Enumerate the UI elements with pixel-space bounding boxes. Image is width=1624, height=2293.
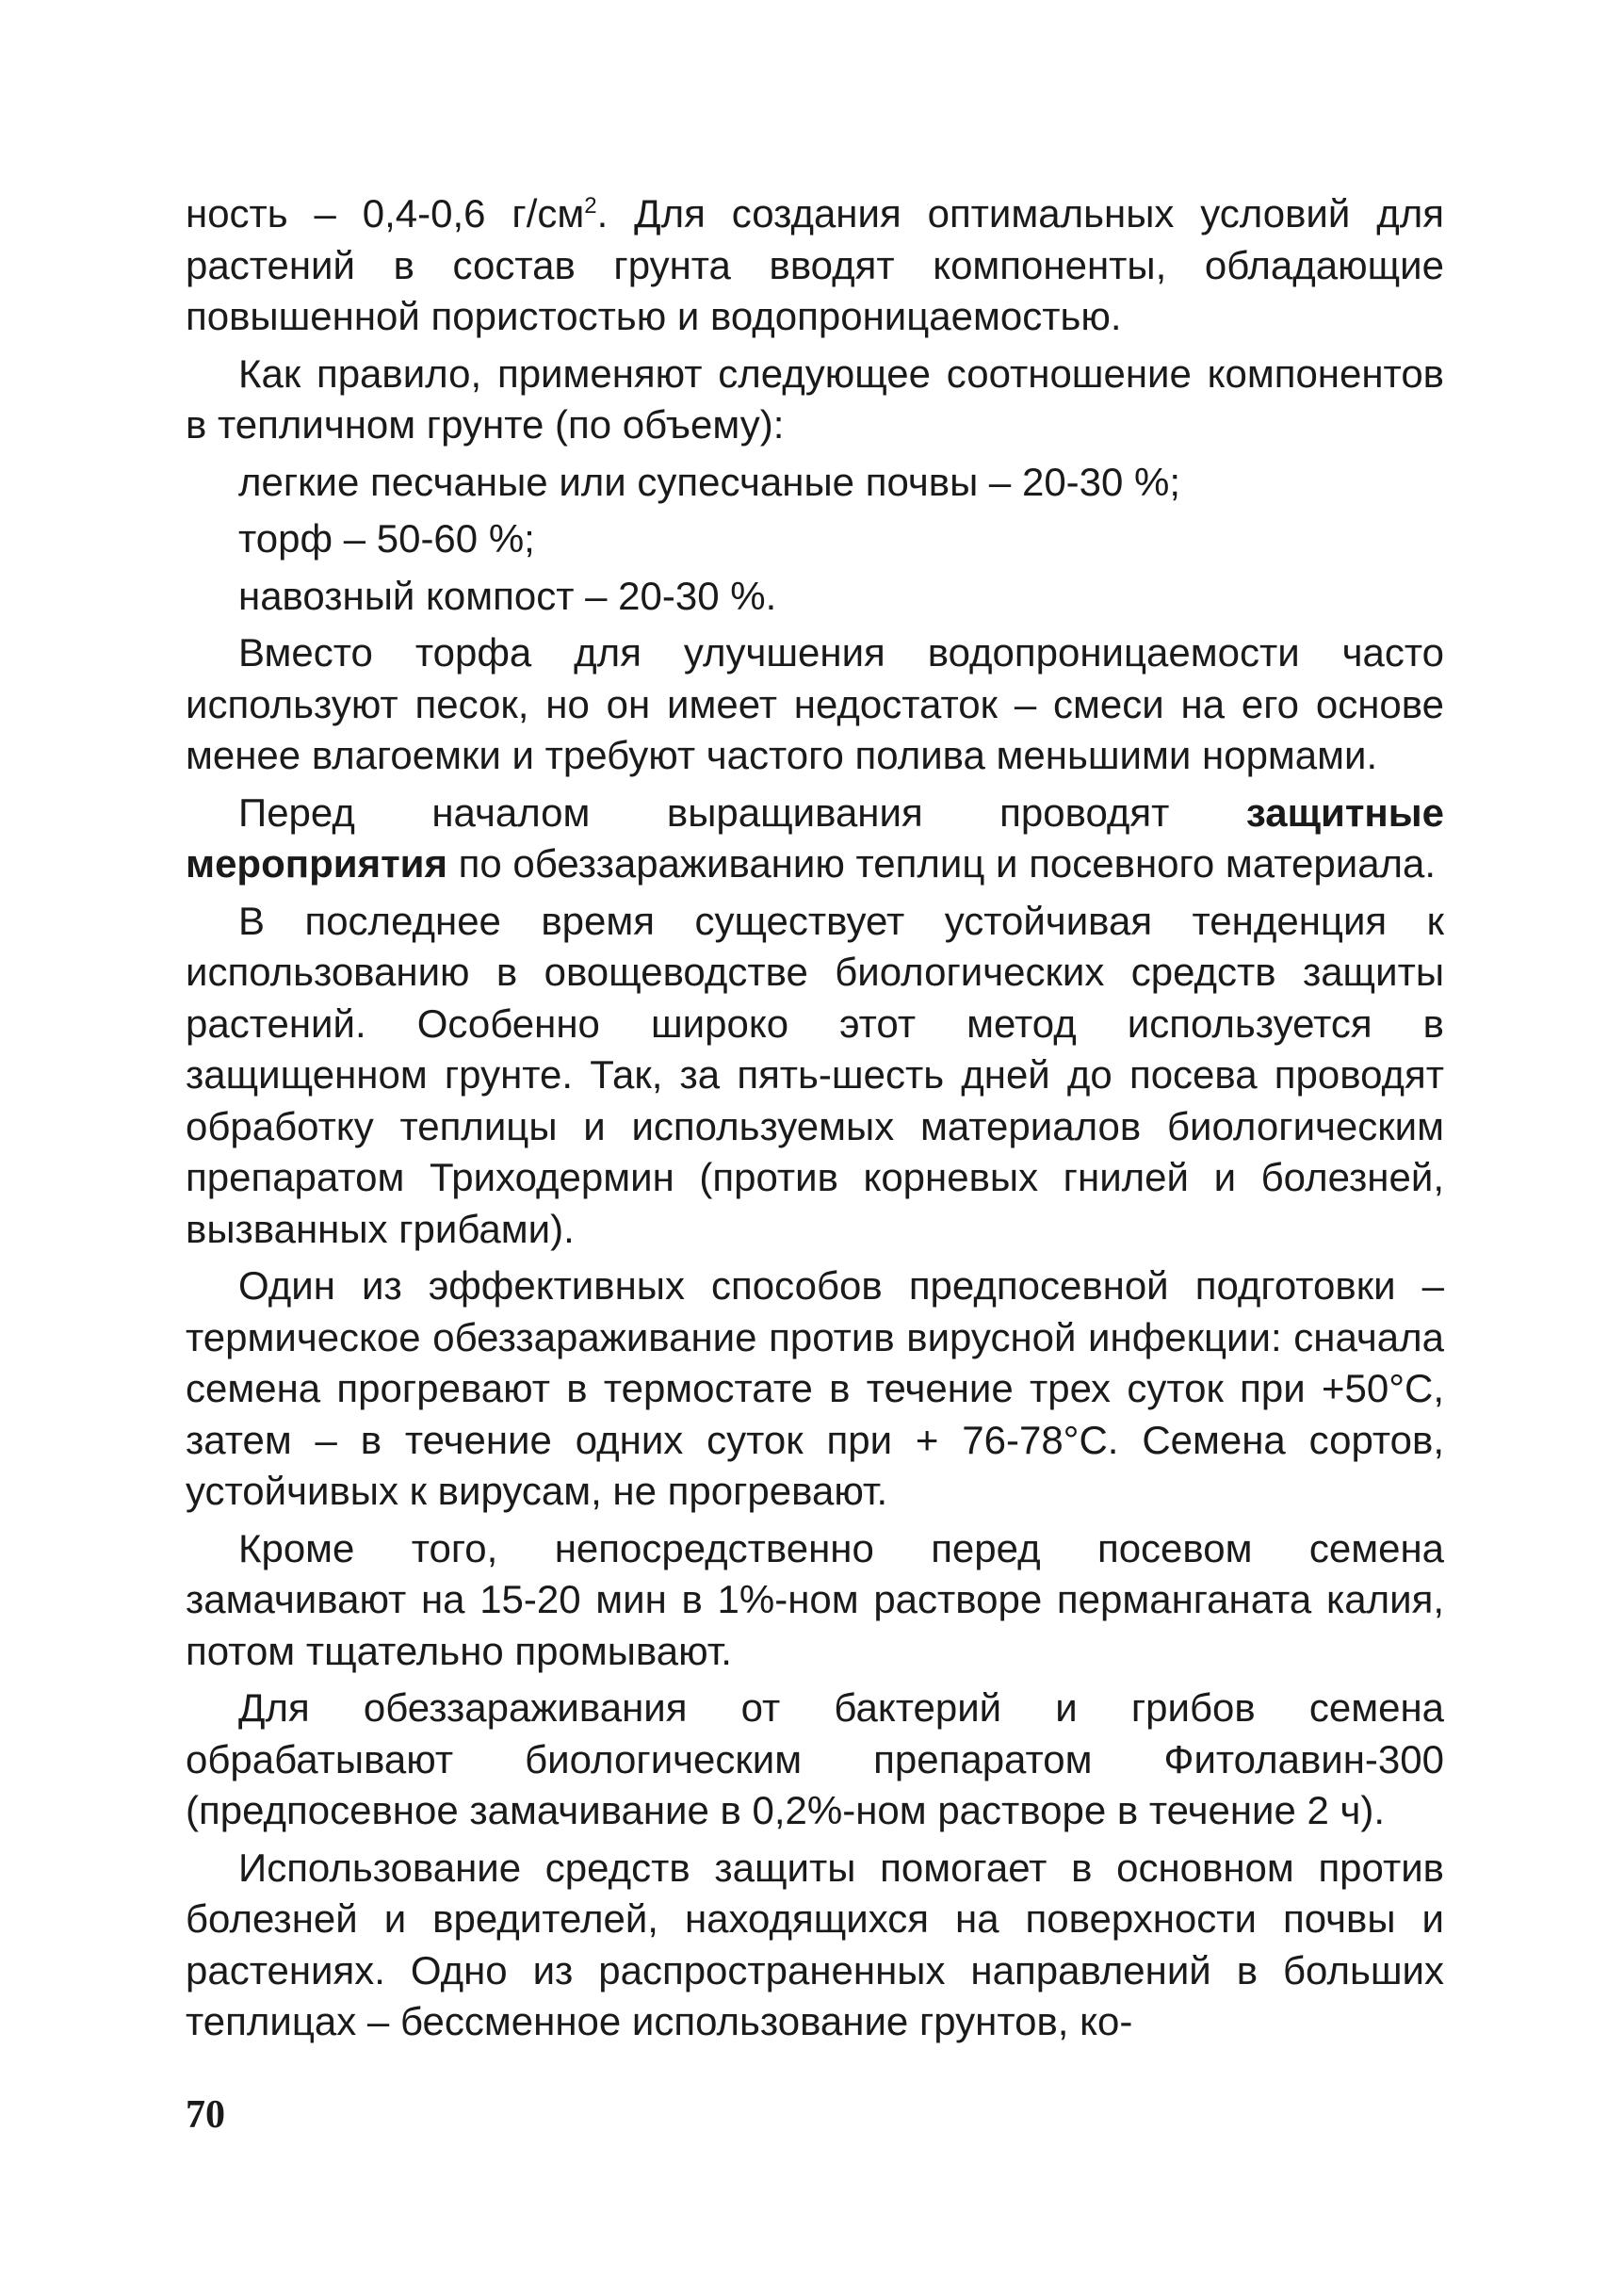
paragraph-protection-usage: Использование средств защиты помогает в основном против болезней и вредителей, находящихся на поверхности почвы и растениях. Одно из распространенных направлений в больших теплицах – бессменное использование грунтов, ко-: [186, 1845, 1444, 2043]
bold-term: защитные мероприятия: [186, 789, 1444, 886]
paragraph-ratio-intro: Как правило, применяют следующее соотношение компонентов в тепличном грунте (по объему):: [186, 350, 1444, 447]
paragraph-density: [186, 188, 1444, 343]
page-number: 70: [186, 2093, 225, 2137]
superscript-exponent: 2: [584, 193, 597, 219]
paragraph-text: . Для создания оптимальных условий для растений в состав грунта вводят компоненты, обладающие повышенной пористостью и водопроницаемостью.: [186, 191, 1444, 338]
paragraph-biological-protection: В последнее время существует устойчивая тенденция к использованию в овощеводстве биологических средств защиты растений. Особенно широко этот метод используется в защищенном грунте. Так, за пять-шесть дней до посева проводят обработку теплицы и используемых материалов биологическим препаратом Триходермин (против корневых гнилей и болезней, вызванных грибами).: [186, 898, 1444, 1251]
paragraph-text: Перед началом выращивания проводят: [238, 789, 1246, 835]
paragraph-sand: Вместо торфа для улучшения водопроницаемости часто используют песок, но он имеет недостаток – смеси на его основе менее влагоемки и требуют частого полива меньшими нормами.: [186, 630, 1444, 777]
list-item-compost: навозный компост – 20-30 %.: [238, 573, 777, 618]
paragraph-text: по обеззараживанию теплиц и посевного материала.: [447, 841, 1437, 886]
paragraph-protective-measures: [186, 788, 1444, 890]
paragraph-phytolavin: Для обеззараживания от бактерий и грибов семена обрабатывают биологическим препаратом Фитолавин-300 (предпосевное замачивание в 0,2%-ном растворе в течение 2 ч).: [186, 1685, 1444, 1832]
page-body: [186, 188, 1444, 2054]
paragraph-text: ность – 0,4-0,6 г/см: [186, 191, 585, 236]
list-item-soil: легкие песчаные или супесчаные почвы – 20-30 %;: [238, 459, 1181, 504]
list-item-peat: торф – 50-60 %;: [238, 516, 535, 561]
paragraph-soaking: Кроме того, непосредственно перед посевом семена замачивают на 15-20 мин в 1%-ном растворе перманганата калия, потом тщательно промывают.: [186, 1525, 1444, 1673]
paragraph-thermal-disinfection: Один из эффективных способов предпосевной подготовки – термическое обеззараживание против вирусной инфекции: сначала семена прогревают в термостате в течение трех суток при +50°С, затем – в течение одних суток при + 76-78°С. Семена сортов, устойчивых к вирусам, не прогревают.: [186, 1263, 1444, 1513]
